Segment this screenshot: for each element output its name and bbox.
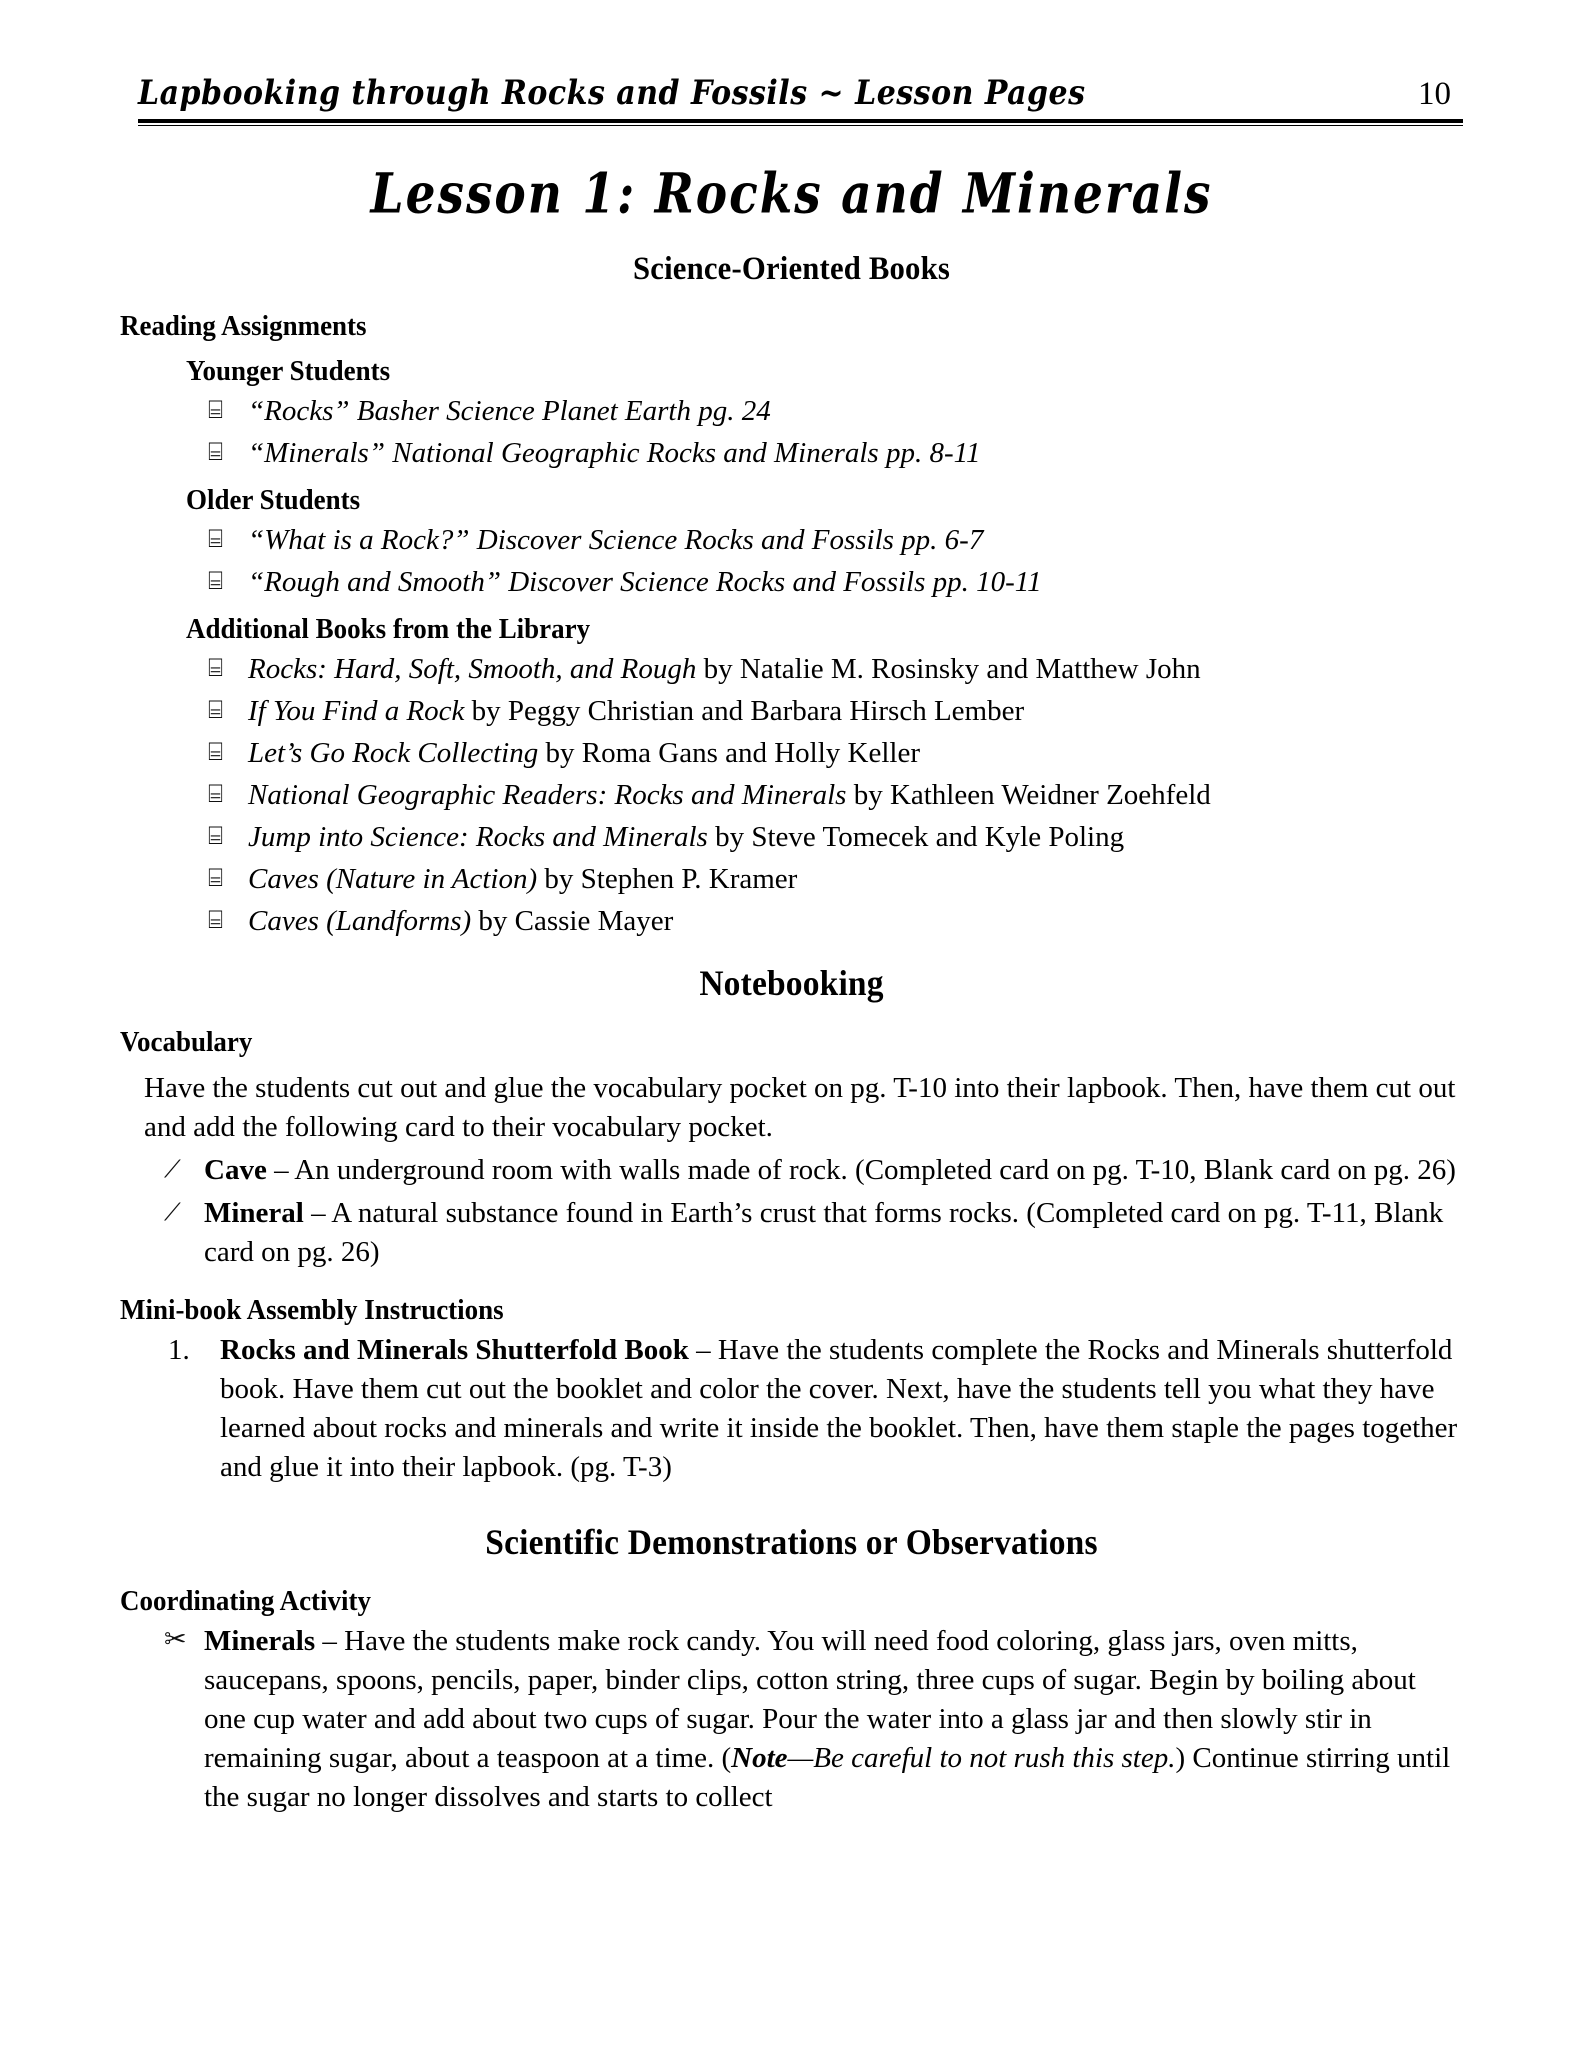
book-icon: ⌸ xyxy=(208,524,224,553)
heading-additional-books: Additional Books from the Library xyxy=(186,613,591,645)
book-author: by Steve Tomecek and Kyle Poling xyxy=(707,821,1125,853)
book-icon: ⌸ xyxy=(208,863,224,892)
page-number: 10 xyxy=(1418,76,1451,112)
book-icon: ⌸ xyxy=(208,821,224,850)
vocabulary-term-cave xyxy=(204,1151,1463,1190)
book-author: by Kathleen Weidner Zoehfeld xyxy=(846,779,1211,811)
heading-older-students: Older Students xyxy=(186,484,361,516)
book-title: Let’s Go Rock Collecting xyxy=(248,737,539,769)
running-header-title: Lapbooking through Rocks and Fossils ~ Lesson Pages xyxy=(138,73,1086,113)
section-heading-demonstrations: Scientific Demonstrations or Observations xyxy=(485,1522,1098,1562)
book-title: Jump into Science: Rocks and Minerals xyxy=(248,821,708,853)
heading-coordinating-activity: Coordinating Activity xyxy=(120,1585,371,1617)
book-icon: ⌸ xyxy=(208,566,224,595)
book-author: by Peggy Christian and Barbara Hirsch Lember xyxy=(464,695,1025,727)
scissors-icon: ✂ xyxy=(164,1624,187,1655)
book-icon: ⌸ xyxy=(208,437,224,466)
book-title: Rocks: Hard, Soft, Smooth, and Rough xyxy=(248,653,697,685)
book-title: Caves (Landforms) xyxy=(248,905,472,937)
header-divider xyxy=(138,119,1463,126)
list-item xyxy=(208,776,1463,814)
library-book-3 xyxy=(248,734,1463,772)
tag-icon: ⟋ xyxy=(164,1198,181,1226)
list-item xyxy=(164,1622,1463,1817)
note-text: —Be careful to not rush this step. xyxy=(787,1742,1176,1774)
reading-older-1: “What is a Rock?” Discover Science Rocks and Fossils pp. 6-7 xyxy=(248,524,984,556)
list-item xyxy=(164,1151,1463,1190)
heading-reading-assignments: Reading Assignments xyxy=(120,310,367,342)
activity-body-after-note: ) Continue stirring until the sugar no longer dissolves and starts to collect xyxy=(204,1742,1451,1813)
book-author: by Roma Gans and Holly Keller xyxy=(538,737,920,769)
book-title: National Geographic Readers: Rocks and Minerals xyxy=(248,779,847,811)
vocabulary-term-label: Mineral xyxy=(204,1197,304,1229)
running-header xyxy=(120,0,1463,113)
minibook-title: Rocks and Minerals Shutterfold Book xyxy=(220,1334,689,1366)
vocabulary-term-definition: – A natural substance found in Earth’s crust that forms rocks. (Completed card on pg. T-11, Blank card on pg. 26) xyxy=(204,1197,1444,1268)
heading-minibook-assembly: Mini-book Assembly Instructions xyxy=(120,1294,504,1326)
list-item xyxy=(164,1194,1463,1272)
tag-icon: ⟋ xyxy=(164,1155,181,1183)
library-book-4 xyxy=(248,776,1463,814)
reading-younger-1: “Rocks” Basher Science Planet Earth pg. 24 xyxy=(248,395,771,427)
minibook-body: – Have the students complete the Rocks and Minerals shutterfold book. Have them cut out the booklet and color the cover. Next, have the students tell you what they have learned about rocks and minerals and write it inside the booklet. Then, have them staple the pages together and glue it into their lapbook. (pg. T-3) xyxy=(220,1334,1458,1483)
note-label: Note xyxy=(731,1742,788,1774)
list-item xyxy=(168,1331,1463,1487)
book-title: Caves (Nature in Action) xyxy=(248,863,538,895)
list-item xyxy=(208,392,1463,430)
activity-body-before-note: – Have the students make rock candy. You will need food coloring, glass jars, oven mitts, saucepans, spoons, pencils, paper, binder clips, cotton string, three cups of sugar. Begin by boiling about one cup water and add about two cups of sugar. Pour the water into a glass jar and then slowly stir in remaining sugar, about a teaspoon at a time. ( xyxy=(204,1625,1416,1774)
library-book-5 xyxy=(248,818,1463,856)
coordinating-activity-minerals xyxy=(204,1622,1463,1817)
library-book-1 xyxy=(248,650,1463,688)
section-heading-notebooking: Notebooking xyxy=(699,963,884,1003)
book-title: If You Find a Rock xyxy=(248,695,465,727)
book-icon: ⌸ xyxy=(208,395,224,424)
list-item xyxy=(208,521,1463,559)
book-icon: ⌸ xyxy=(208,695,224,724)
list-item xyxy=(208,692,1463,730)
library-book-2 xyxy=(248,692,1463,730)
reading-older-2: “Rough and Smooth” Discover Science Rocks and Fossils pp. 10-11 xyxy=(248,566,1042,598)
vocabulary-intro: Have the students cut out and glue the vocabulary pocket on pg. T-10 into their lapbook. Then, have them cut out and add the following card to their vocabulary pocket. xyxy=(144,1072,1456,1143)
page-title: Lesson 1: Rocks and Minerals xyxy=(370,162,1213,227)
minibook-item-1 xyxy=(220,1331,1463,1487)
list-number: 1. xyxy=(168,1334,190,1366)
book-icon: ⌸ xyxy=(208,653,224,682)
book-icon: ⌸ xyxy=(208,905,224,934)
list-item xyxy=(208,434,1463,472)
reading-younger-2: “Minerals” National Geographic Rocks and Minerals pp. 8-11 xyxy=(248,437,981,469)
book-author: by Stephen P. Kramer xyxy=(537,863,798,895)
list-item xyxy=(208,650,1463,688)
vocabulary-term-label: Cave xyxy=(204,1154,267,1186)
book-author: by Natalie M. Rosinsky and Matthew John xyxy=(696,653,1201,685)
library-book-7 xyxy=(248,902,1463,940)
book-icon: ⌸ xyxy=(208,737,224,766)
heading-younger-students: Younger Students xyxy=(186,355,391,387)
list-item xyxy=(208,902,1463,940)
vocabulary-term-definition: – An underground room with walls made of rock. (Completed card on pg. T-10, Blank card on pg. 26) xyxy=(266,1154,1456,1186)
vocabulary-term-mineral xyxy=(204,1194,1463,1272)
library-book-6 xyxy=(248,860,1463,898)
book-icon: ⌸ xyxy=(208,779,224,808)
list-item xyxy=(208,734,1463,772)
list-item xyxy=(208,563,1463,601)
book-author: by Cassie Mayer xyxy=(471,905,674,937)
section-heading-science-books: Science-Oriented Books xyxy=(633,251,950,287)
activity-term-label: Minerals xyxy=(204,1625,316,1657)
list-item xyxy=(208,860,1463,898)
heading-vocabulary: Vocabulary xyxy=(120,1026,253,1058)
list-item xyxy=(208,818,1463,856)
